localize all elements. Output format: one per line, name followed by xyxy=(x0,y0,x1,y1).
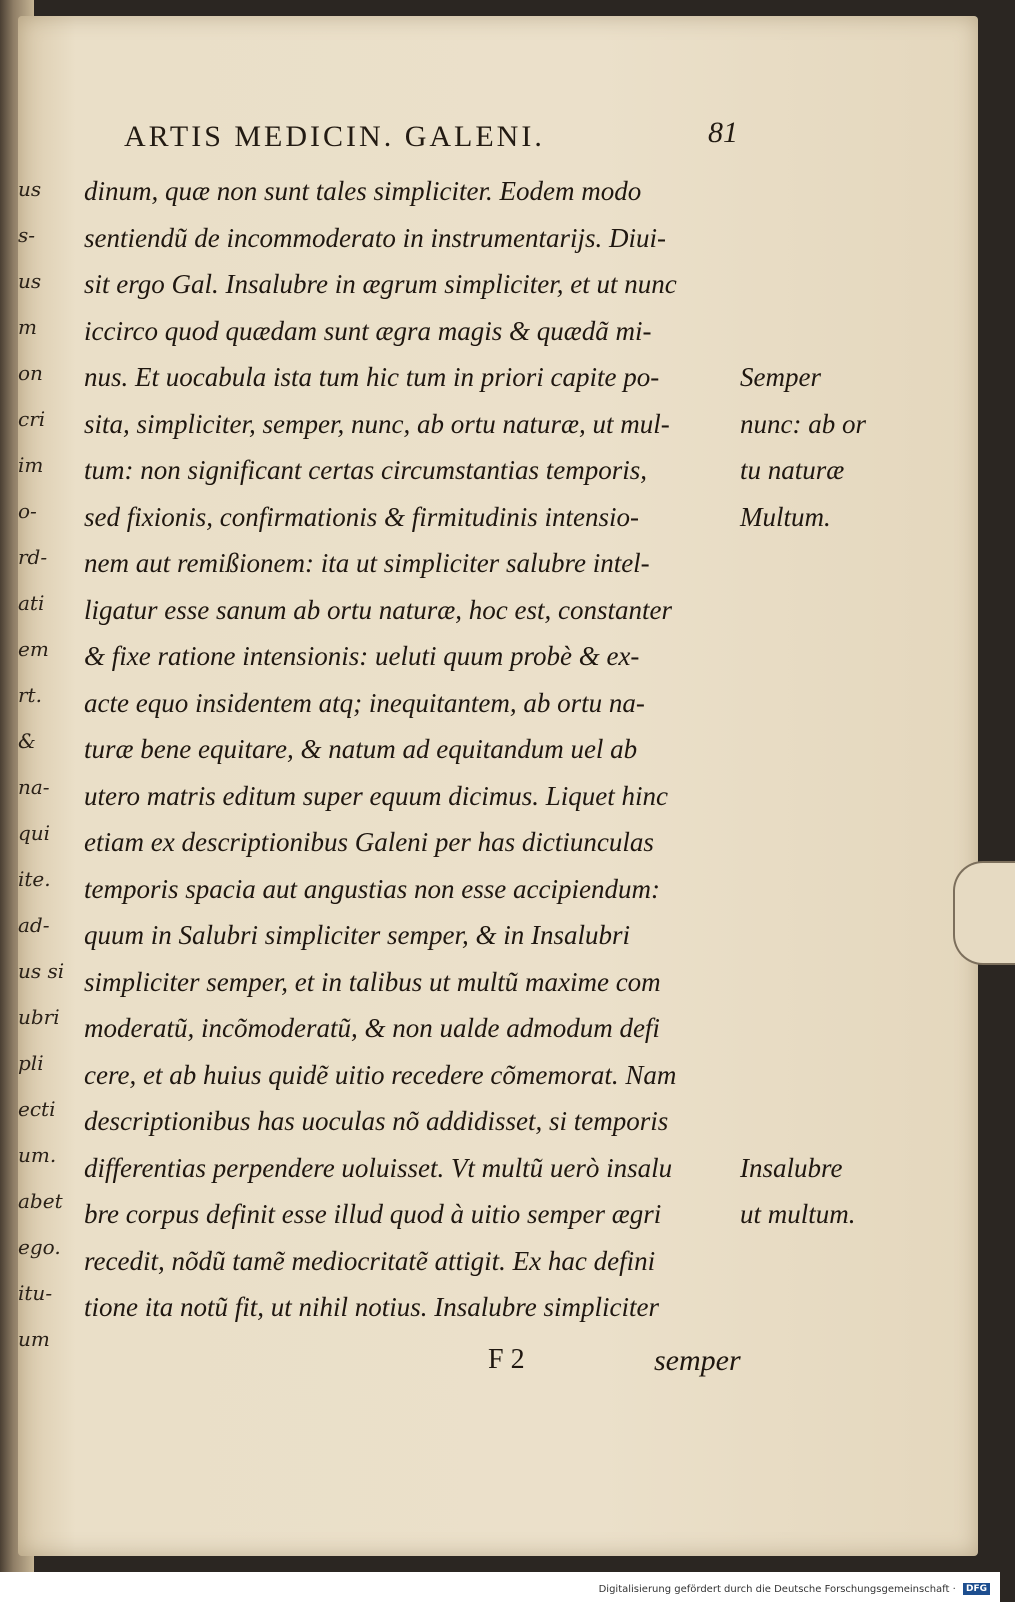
signature-mark: F 2 xyxy=(488,1344,525,1375)
text-line: sita, simpliciter, semper, nunc, ab ortu naturæ, ut mul- xyxy=(84,408,670,439)
text-line: recedit, nõdũ tamẽ mediocritatẽ attigit. Ex hac defini xyxy=(84,1245,656,1276)
gutter-fragment: ite. xyxy=(18,867,51,891)
facing-page-gutter-text xyxy=(18,166,65,1362)
text-line: simpliciter semper, et in talibus ut multũ maxime com xyxy=(84,966,661,997)
text-line: & fixe ratione intensionis: ueluti quum probè & ex- xyxy=(84,641,640,671)
dfg-logo: DFG xyxy=(963,1583,990,1595)
text-line: nus. Et uocabula ista tum hic tum in priori capite po- xyxy=(84,362,660,392)
marginal-note: Insalubre xyxy=(740,1152,843,1183)
gutter-fragment: o- xyxy=(18,499,37,523)
text-line: quum in Salubri simpliciter semper, & in Insalubri xyxy=(84,920,630,950)
gutter-fragment: qui xyxy=(18,821,51,845)
marginal-note: Multum. xyxy=(740,501,831,532)
funding-credit-text: Digitalisierung gefördert durch die Deutsche Forschungsgemeinschaft · xyxy=(598,1584,956,1595)
gutter-fragment: na- xyxy=(18,775,50,799)
gutter-fragment: um. xyxy=(18,1143,57,1167)
text-line: moderatũ, incõmoderatũ, & non ualde admodum defi xyxy=(84,1013,660,1043)
gutter-fragment: ego. xyxy=(18,1235,61,1259)
text-line: differentias perpendere uoluisset. Vt multũ uerò insalu xyxy=(84,1152,673,1183)
marginal-note: ut multum. xyxy=(740,1199,856,1229)
gutter-fragment: im xyxy=(18,453,44,477)
gutter-fragment: & xyxy=(18,729,36,753)
gutter-fragment: ad- xyxy=(18,913,50,937)
footer-bar xyxy=(0,1572,1000,1602)
text-line: etiam ex descriptionibus Galeni per has dictiunculas xyxy=(84,827,654,857)
gutter-fragment: pli xyxy=(18,1051,44,1075)
gutter-fragment: rt. xyxy=(18,683,42,707)
gutter-fragment: rd- xyxy=(18,545,48,569)
text-line: sentiendũ de incommoderato in instrumentarijs. Diui- xyxy=(84,222,666,253)
book-page xyxy=(18,16,978,1556)
marginal-note: Semper xyxy=(740,362,821,392)
gutter-fragment: ecti xyxy=(18,1097,56,1121)
catchword: semper xyxy=(654,1344,741,1377)
text-line: utero matris editum super equum dicimus. Liquet hinc xyxy=(84,780,668,811)
text-line: tum: non significant certas circumstantias temporis, xyxy=(84,455,647,485)
text-line: iccirco quod quædam sunt ægra magis & quædã mi- xyxy=(84,315,652,346)
gutter-fragment: us si xyxy=(18,959,65,983)
gutter-fragment: on xyxy=(18,361,43,385)
page-clip-tab xyxy=(953,861,1015,965)
text-line: temporis spacia aut angustias non esse accipiendum: xyxy=(84,873,660,904)
running-head: ARTIS MEDICIN. GALENI. xyxy=(124,120,545,153)
text-line: bre corpus definit esse illud quod à uitio semper ægri xyxy=(84,1199,662,1229)
gutter-fragment: um xyxy=(18,1327,50,1351)
marginal-note: tu naturæ xyxy=(740,455,845,485)
funding-credit xyxy=(599,1583,990,1595)
gutter-fragment: ati xyxy=(18,591,45,615)
text-line: cere, et ab huius quidẽ uitio recedere cõmemorat. Nam xyxy=(84,1059,677,1090)
gutter-fragment: cri xyxy=(18,407,46,431)
gutter-fragment: ubri xyxy=(18,1005,60,1029)
gutter-fragment: itu- xyxy=(18,1281,53,1305)
gutter-fragment: m xyxy=(18,315,37,339)
gutter-fragment: us xyxy=(18,269,42,293)
text-line: tione ita notũ fit, ut nihil notius. Insalubre simpliciter xyxy=(84,1292,659,1322)
body-text xyxy=(84,168,754,1331)
text-line: dinum, quæ non sunt tales simpliciter. Eodem modo xyxy=(84,176,642,206)
text-line: sed fixionis, confirmationis & firmitudinis intensio- xyxy=(84,501,640,532)
text-line: nem aut remißionem: ita ut simpliciter salubre intel- xyxy=(84,548,650,578)
gutter-fragment: s- xyxy=(18,223,36,247)
gutter-fragment: em xyxy=(18,637,49,661)
text-line: ligatur esse sanum ab ortu naturæ, hoc est, constanter xyxy=(84,594,672,625)
gutter-fragment: abet xyxy=(18,1189,63,1213)
gutter-fragment: us xyxy=(18,177,42,201)
marginal-note: nunc: ab or xyxy=(740,408,866,439)
text-line: turæ bene equitare, & natum ad equitandum uel ab xyxy=(84,734,638,764)
text-line: descriptionibus has uoculas nõ addidisset, si temporis xyxy=(84,1106,669,1136)
text-line: acte equo insidentem atq; inequitantem, ab ortu na- xyxy=(84,687,645,718)
page-number: 81 xyxy=(708,116,738,149)
text-line: sit ergo Gal. Insalubre in ægrum simpliciter, et ut nunc xyxy=(84,269,677,299)
